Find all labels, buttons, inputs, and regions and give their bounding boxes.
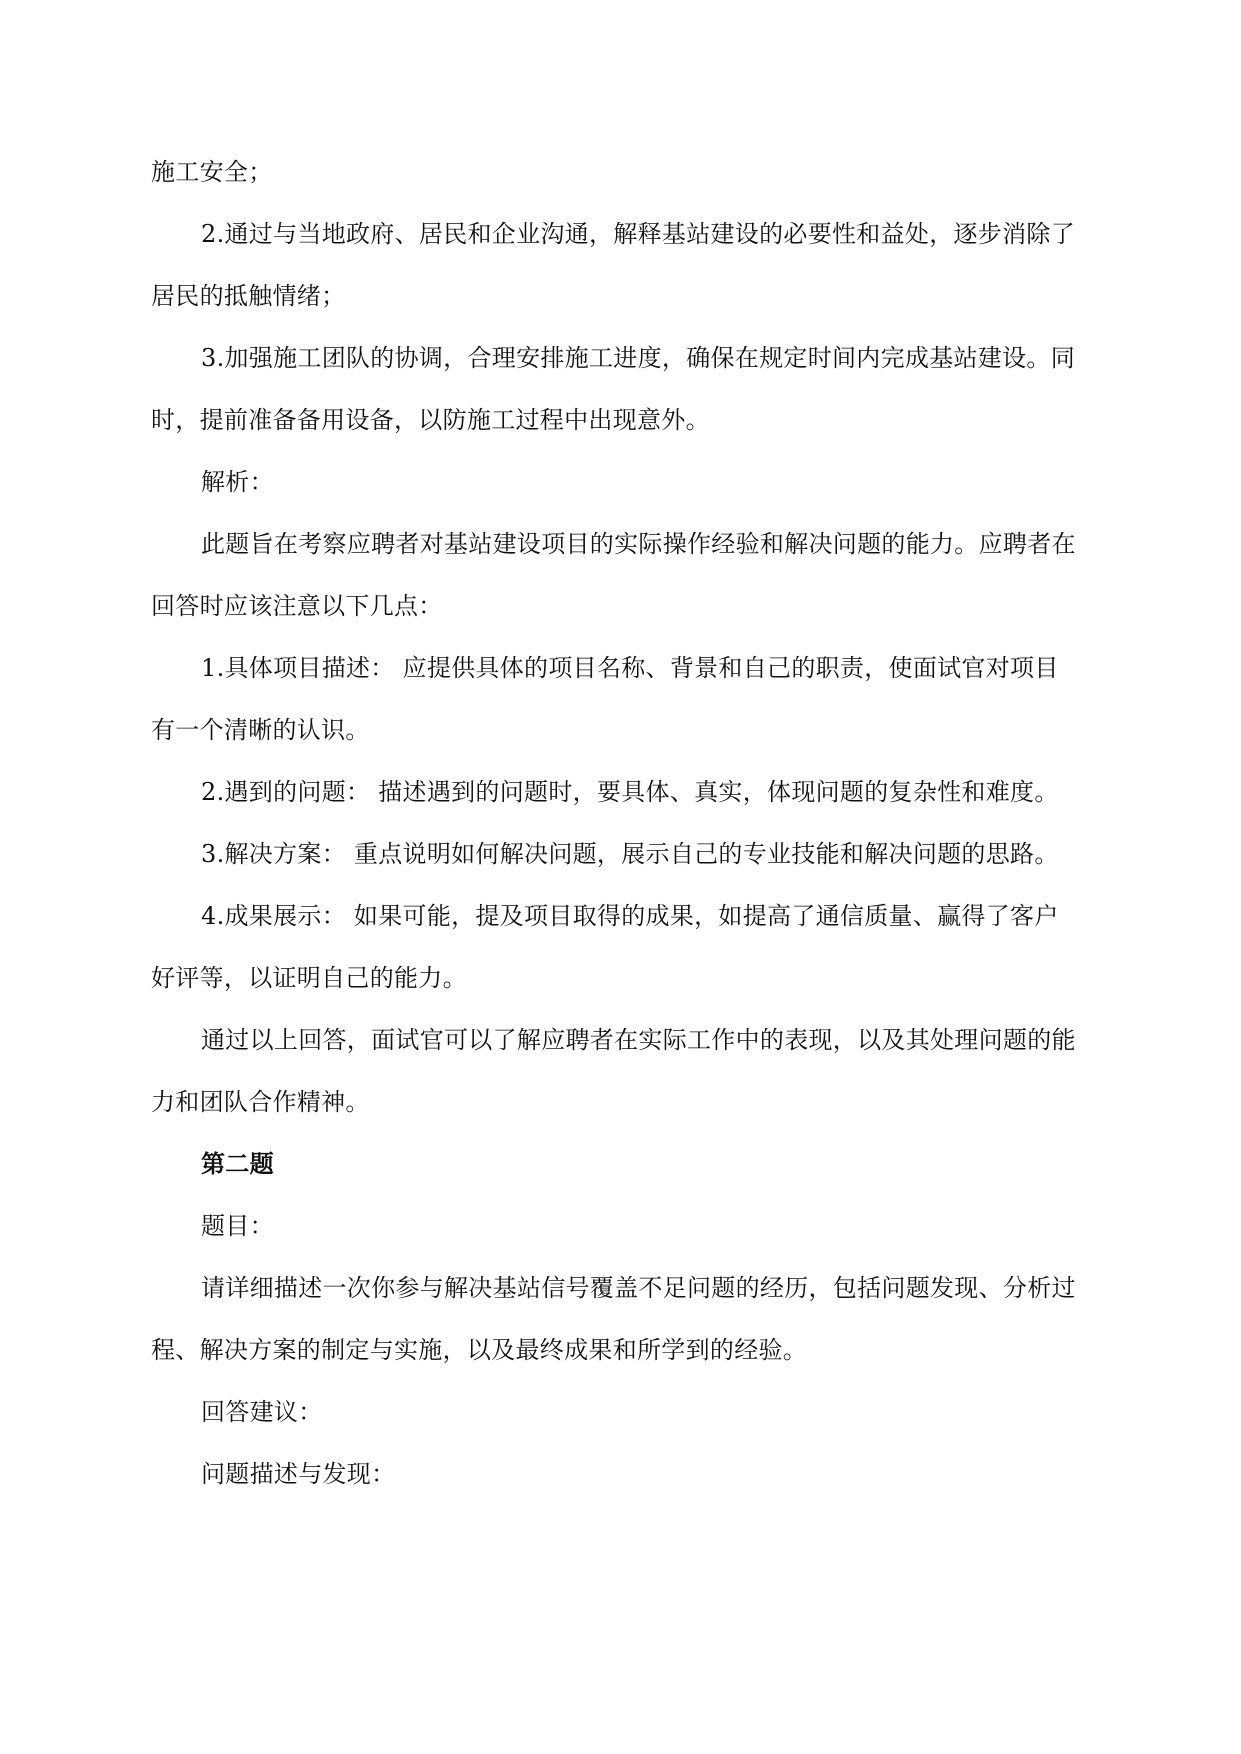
- text-line: 有一个清晰的认识。: [151, 716, 370, 744]
- paragraph: [151, 885, 1091, 1009]
- text-line: 好评等，以证明自己的能力。: [151, 964, 467, 992]
- paragraph: [151, 203, 1091, 327]
- paragraph: [151, 823, 1091, 885]
- text-line: 回答时应该注意以下几点：: [151, 592, 443, 620]
- text-line: 时，提前准备备用设备，以防施工过程中出现意外。: [151, 406, 710, 434]
- text-line: 通过以上回答，面试官可以了解应聘者在实际工作中的表现，以及其处理问题的能: [201, 1026, 1076, 1054]
- text-line: 3.解决方案： 重点说明如何解决问题，展示自己的专业技能和解决问题的思路。: [201, 840, 1059, 868]
- document-body: [151, 141, 1091, 1505]
- text-line: 2.通过与当地政府、居民和企业沟通，解释基站建设的必要性和益处，逐步消除了: [201, 220, 1075, 248]
- text-line: 回答建议：: [201, 1398, 323, 1426]
- section-heading: [151, 1133, 1091, 1195]
- text-line: 施工安全；: [151, 158, 273, 186]
- paragraph: [151, 141, 1091, 203]
- text-line: 问题描述与发现：: [201, 1460, 396, 1488]
- paragraph: [151, 1195, 1091, 1257]
- text-line: 请详细描述一次你参与解决基站信号覆盖不足问题的经历，包括问题发现、分析过: [201, 1274, 1076, 1302]
- text-line: 4.成果展示： 如果可能，提及项目取得的成果，如提高了通信质量、赢得了客户: [201, 902, 1059, 930]
- paragraph: [151, 1257, 1091, 1381]
- text-line: 解析：: [201, 468, 274, 496]
- text-line: 此题旨在考察应聘者对基站建设项目的实际操作经验和解决问题的能力。应聘者在: [201, 530, 1076, 558]
- text-line: 2.遇到的问题： 描述遇到的问题时，要具体、真实，体现问题的复杂性和难度。: [201, 778, 1059, 806]
- paragraph: [151, 761, 1091, 823]
- text-line: 力和团队合作精神。: [151, 1088, 370, 1116]
- text-line: 1.具体项目描述： 应提供具体的项目名称、背景和自己的职责，使面试官对项目: [201, 654, 1059, 682]
- paragraph: [151, 451, 1091, 513]
- paragraph: [151, 327, 1091, 451]
- paragraph: [151, 513, 1091, 637]
- paragraph: [151, 637, 1091, 761]
- text-line: 居民的抵触情绪；: [151, 282, 346, 310]
- text-line: 程、解决方案的制定与实施，以及最终成果和所学到的经验。: [151, 1336, 808, 1364]
- paragraph: [151, 1009, 1091, 1133]
- text-line: 3.加强施工团队的协调，合理安排施工进度，确保在规定时间内完成基站建设。同: [201, 344, 1075, 372]
- heading-text: 第二题: [201, 1150, 274, 1178]
- text-line: 题目：: [201, 1212, 274, 1240]
- paragraph: [151, 1443, 1091, 1505]
- paragraph: [151, 1381, 1091, 1443]
